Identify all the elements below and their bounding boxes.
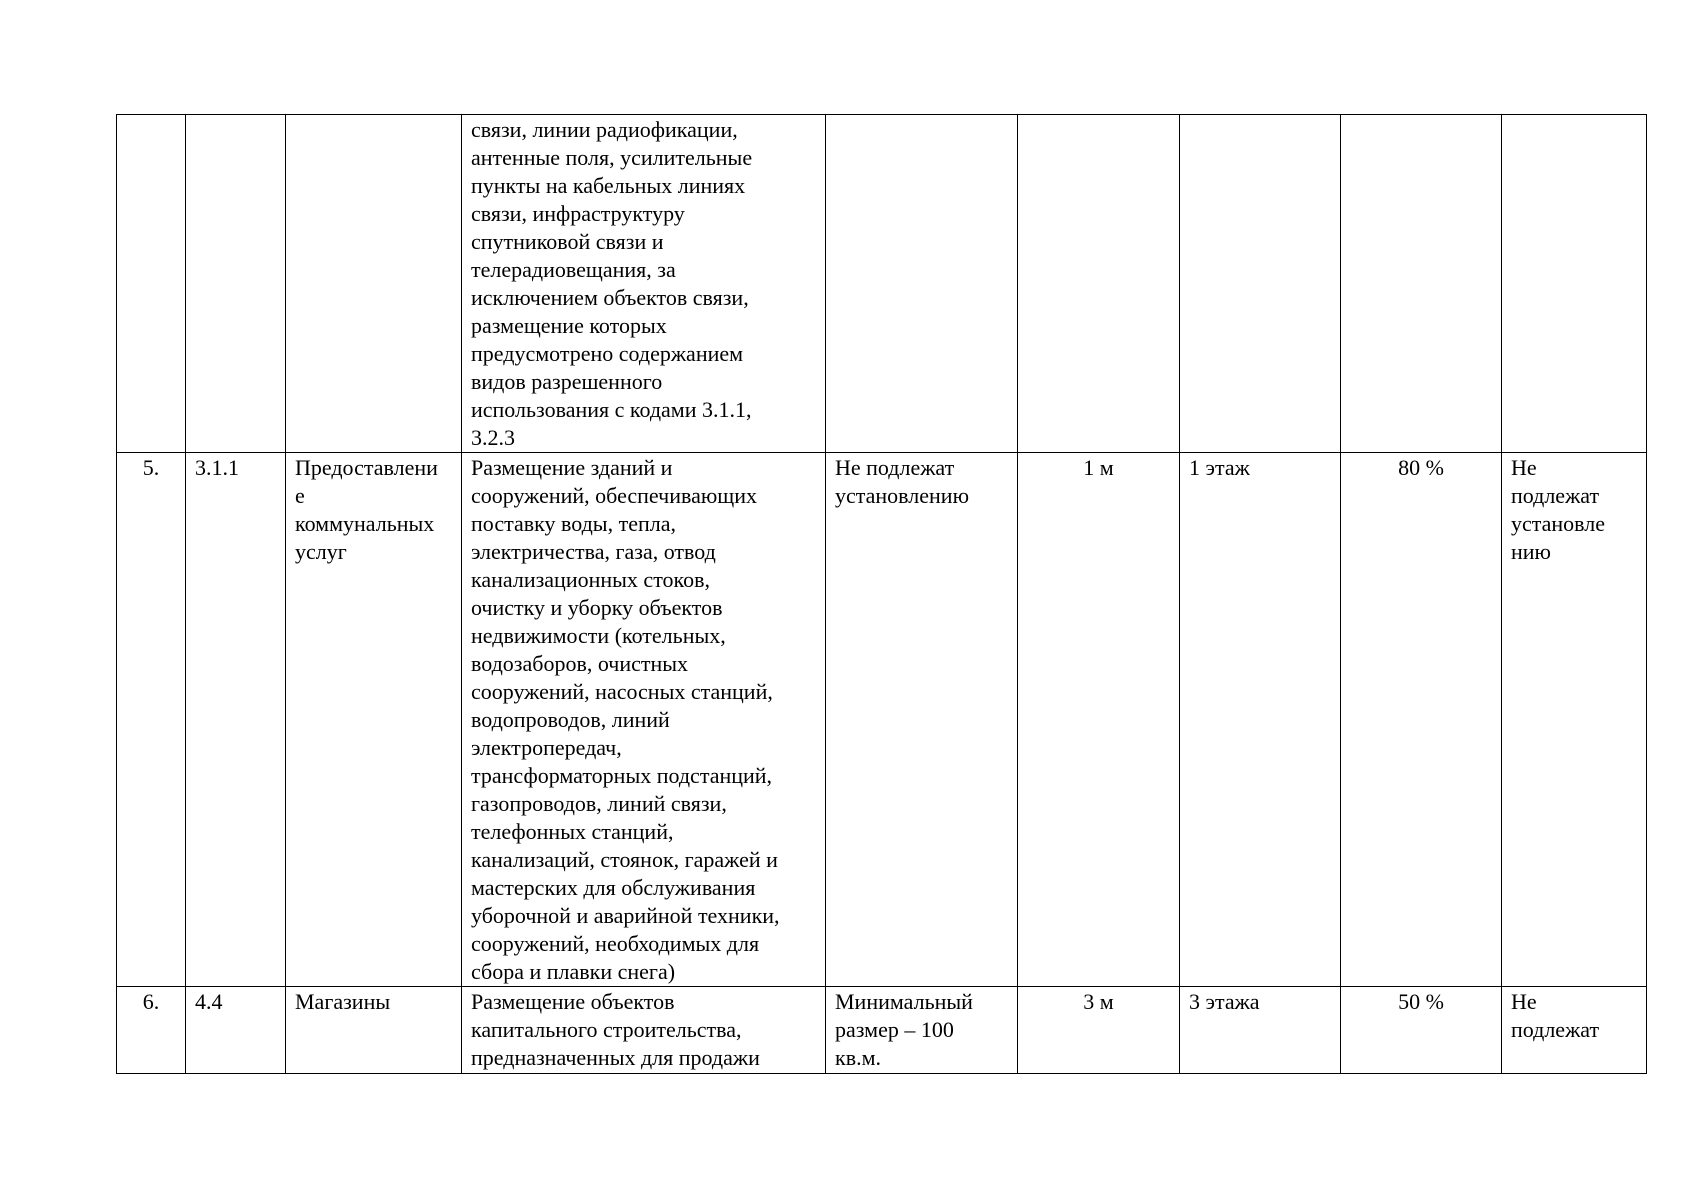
code-cell [186,987,286,1074]
other-line: подлежат [1511,483,1600,508]
description-cell [462,115,826,453]
number-cell [117,115,186,453]
coverage-cell [1341,987,1502,1074]
description-cell [462,453,826,987]
plot-size-cell [826,115,1018,453]
number-cell [117,987,186,1074]
table-row [117,115,1647,453]
land-use-regulations-table [116,114,1647,1074]
plot-size-line: Не подлежат [835,455,955,480]
description-cell [462,987,826,1074]
other-line: нию [1511,539,1551,564]
other-line: Не [1511,989,1537,1014]
table-row [117,987,1647,1074]
description-line: 3.2.3 [471,425,515,450]
description-line: антенные поля, усилительные [471,145,753,170]
description-line: пункты на кабельных линиях [471,173,746,198]
coverage-text: 50 % [1398,989,1444,1014]
description-line: сооружений, необходимых для [471,931,760,956]
code-cell [186,115,286,453]
setback-cell [1018,987,1180,1074]
description-line: связи, линии радиофикации, [471,117,738,142]
name-line: услуг [295,539,347,564]
description-line: мастерских для обслуживания [471,875,756,900]
plot-size-cell [826,987,1018,1074]
floors-text: 3 этажа [1189,989,1260,1014]
setback-cell: 1 м [1018,453,1180,987]
other-line: установле [1511,511,1606,536]
description-line: уборочной и аварийной техники, [471,903,780,928]
description-line: видов разрешенного [471,369,663,394]
name-cell [286,987,462,1074]
name-line: Предоставлени [295,455,438,480]
description-line: спутниковой связи и [471,229,664,254]
code-cell: 3.1.1 [186,453,286,987]
description-line: трансформаторных подстанций, [471,763,773,788]
description-line: предусмотрено содержанием [471,341,744,366]
table-row [117,453,1647,987]
description-line: газопроводов, линий связи, [471,791,727,816]
other-line: Не [1511,455,1537,480]
description-line: недвижимости (котельных, [471,623,726,648]
description-line: водопроводов, линий [471,707,670,732]
name-line: е [295,483,305,508]
name-line: Магазины [295,989,391,1014]
setback-text: 3 м [1083,989,1114,1014]
other-cell [1502,987,1647,1074]
description-line: исключением объектов связи, [471,285,749,310]
other-cell [1502,115,1647,453]
setback-cell [1018,115,1180,453]
description-line: капитального строительства, [471,1017,742,1042]
name-line: коммунальных [295,511,435,536]
description-line: очистку и уборку объектов [471,595,723,620]
description-line: сооружений, обеспечивающих [471,483,757,508]
description-line: водозаборов, очистных [471,651,689,676]
description-line: телефонных станций, [471,819,674,844]
other-line: подлежат [1511,1017,1600,1042]
floors-cell [1180,115,1341,453]
description-line: Размещение зданий и [471,455,673,480]
name-cell [286,453,462,987]
description-line: телерадиовещания, за [471,257,676,282]
description-line: Размещение объектов [471,989,675,1014]
other-cell [1502,453,1647,987]
plot-size-line: установлению [835,483,970,508]
name-cell [286,115,462,453]
description-line: использования с кодами 3.1.1, [471,397,752,422]
plot-size-cell [826,453,1018,987]
description-line: размещение которых [471,313,667,338]
description-line: электропередач, [471,735,622,760]
number-text: 6. [142,989,160,1014]
description-line: связи, инфраструктуру [471,201,685,226]
floors-cell: 1 этаж [1180,453,1341,987]
plot-size-line: Минимальный [835,989,973,1014]
description-line: предназначенных для продажи [471,1045,760,1070]
description-line: сооружений, насосных станций, [471,679,773,704]
description-line: поставку воды, тепла, [471,511,676,536]
coverage-cell: 80 % [1341,453,1502,987]
floors-cell [1180,987,1341,1074]
description-line: сбора и плавки снега) [471,959,676,984]
number-cell: 5. [117,453,186,987]
plot-size-line: размер – 100 [835,1017,954,1042]
plot-size-line: кв.м. [835,1045,881,1070]
coverage-cell [1341,115,1502,453]
code-text: 4.4 [195,989,223,1014]
description-line: канализаций, стоянок, гаражей и [471,847,778,872]
description-line: канализационных стоков, [471,567,710,592]
description-line: электричества, газа, отвод [471,539,716,564]
